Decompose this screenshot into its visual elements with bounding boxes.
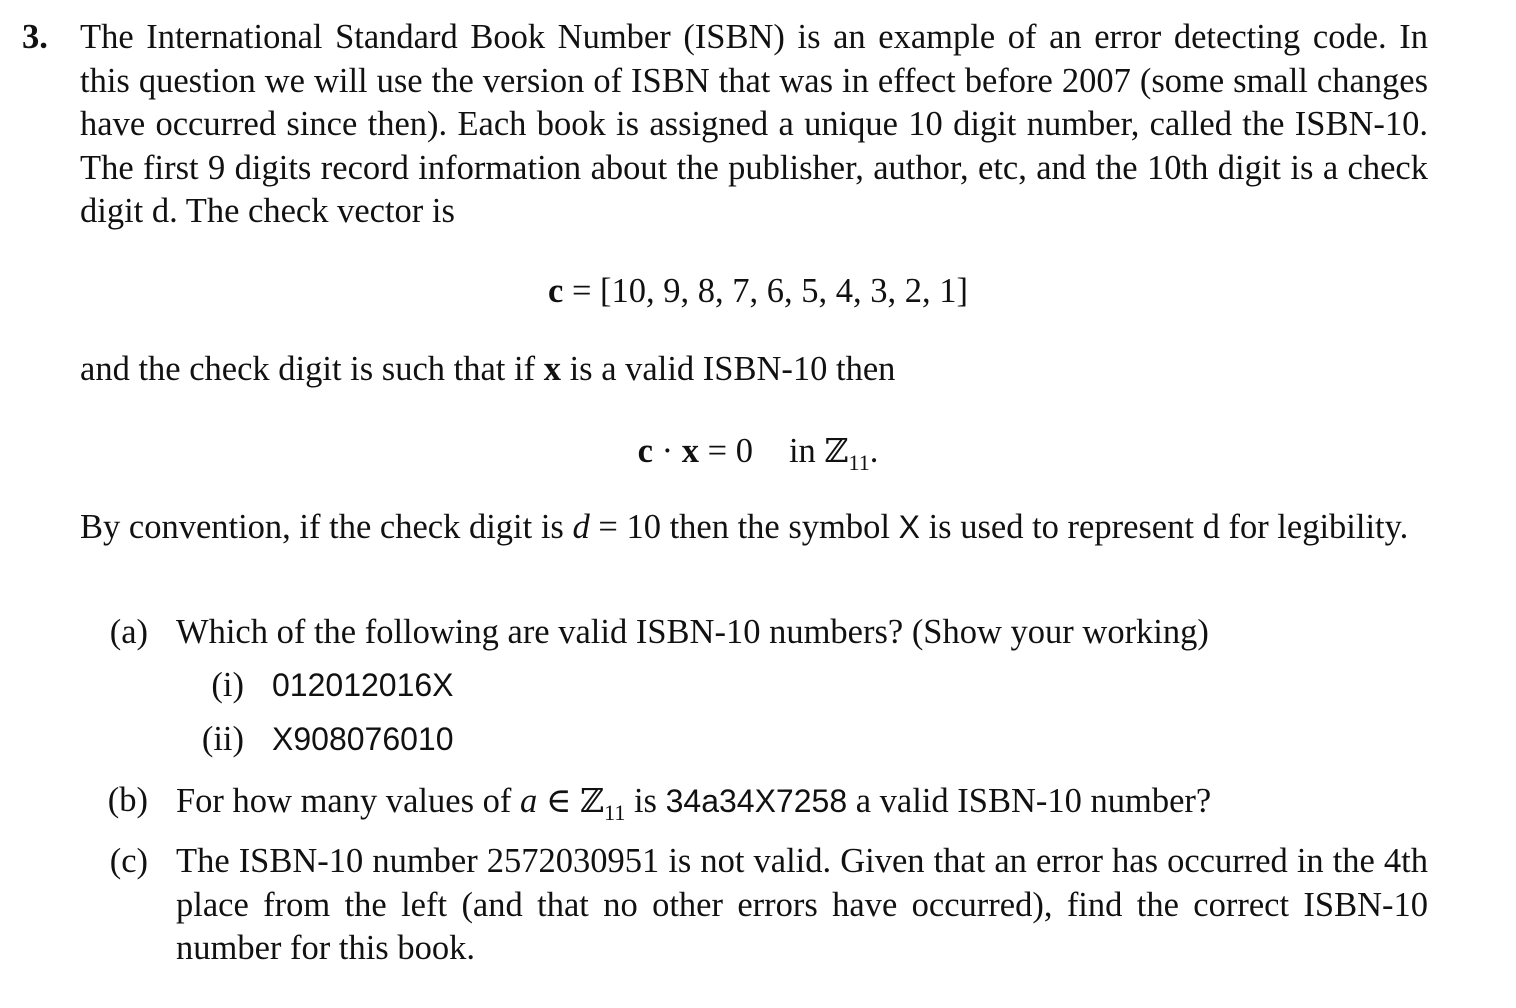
convention-x-symbol: X xyxy=(898,509,920,545)
part-b-a-symbol: a xyxy=(520,782,538,820)
part-a-ii-value: X908076010 xyxy=(272,721,454,757)
question-number: 3. xyxy=(22,18,48,56)
integers-ring-symbol-b: ℤ xyxy=(580,781,605,820)
integers-ring-symbol: ℤ xyxy=(824,431,849,470)
check-vector-equation xyxy=(0,270,1516,314)
equals-sign: = xyxy=(563,272,601,310)
ring-subscript-b: 11 xyxy=(604,800,626,825)
dot-in-word: in xyxy=(788,432,825,470)
part-b-middle: is xyxy=(625,782,666,820)
part-b-text xyxy=(176,779,1211,827)
convention-part2: = 10 then the symbol xyxy=(589,508,899,546)
part-b-suffix: a valid ISBN-10 number? xyxy=(847,782,1212,820)
part-a-i-value: 012012016X xyxy=(272,667,454,703)
part-c-text: The ISBN-10 number 2572030951 is not valid. Given that an error has occurred in the 4th place from the left (and that no other errors have occurred), find the correct ISBN-10 number for this book. xyxy=(176,842,1428,967)
convention-part3: is used to represent d for legibility. xyxy=(919,508,1409,546)
dot-rhs: = 0 xyxy=(698,432,753,470)
convention-paragraph xyxy=(80,506,1428,550)
convention-d-symbol: d xyxy=(572,508,590,546)
part-a-i-label: (i) xyxy=(211,666,244,704)
validity-prefix: and the check digit is such that if xyxy=(80,350,544,388)
check-vector-value: [10, 9, 8, 7, 6, 5, 4, 3, 2, 1] xyxy=(600,272,969,310)
validity-suffix: is a valid ISBN-10 then xyxy=(560,350,896,388)
element-of-symbol: ∈ xyxy=(537,782,581,820)
validity-statement xyxy=(80,348,1428,392)
check-vector-symbol: c xyxy=(547,272,564,310)
dot-c-symbol: c xyxy=(637,432,653,470)
part-c-label: (c) xyxy=(109,842,148,880)
part-b-label: (b) xyxy=(107,781,148,819)
dot-x-symbol: x xyxy=(681,432,699,470)
part-b-prefix: For how many values of xyxy=(176,782,520,820)
part-a-text: Which of the following are valid ISBN-10 numbers? (Show your working) xyxy=(176,613,1209,651)
isbn-vector-symbol: x xyxy=(543,350,561,388)
question-intro: The International Standard Book Number (ISBN) is an example of an error detecting code. In this question we will use the version of ISBN that was in effect before 2007 (some small changes have occurred since then). Each book is assigned a unique 10 digit number, called the ISBN-10. The first 9 digits record information about the publisher, author, etc, and the 10th digit is a check digit d. The check vector is xyxy=(80,18,1428,230)
part-b-isbn: 34a34X7258 xyxy=(665,783,848,819)
dot-period: . xyxy=(869,432,879,470)
part-a-ii-label: (ii) xyxy=(201,720,244,758)
dot-product-equation xyxy=(0,429,1516,477)
convention-part1: By convention, if the check digit is xyxy=(80,508,573,546)
ring-subscript: 11 xyxy=(848,450,870,475)
part-a-label: (a) xyxy=(109,613,148,651)
dot-operator: · xyxy=(652,432,682,470)
